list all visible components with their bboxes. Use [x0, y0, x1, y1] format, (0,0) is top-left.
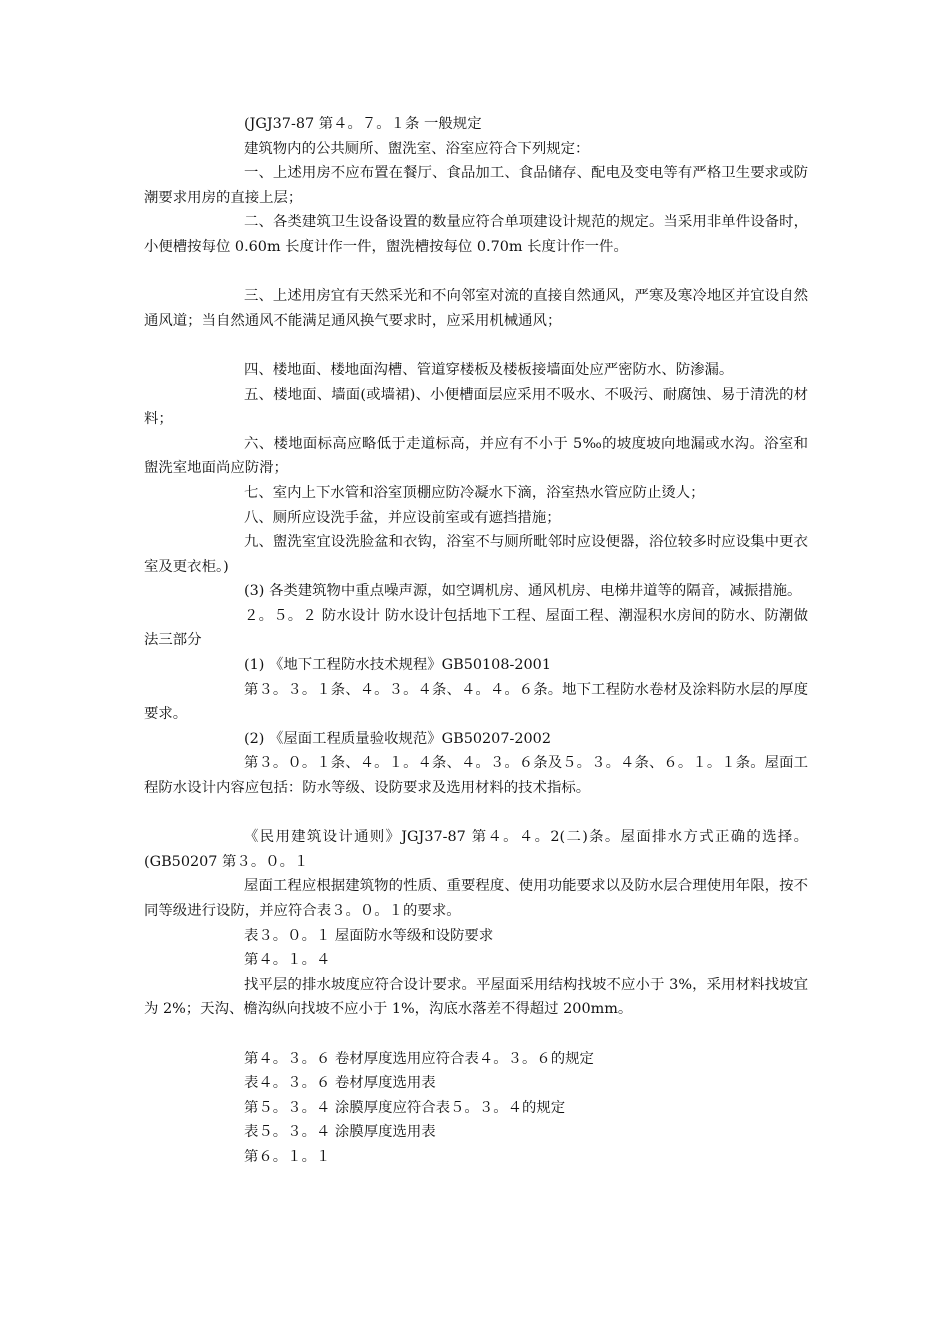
paragraph: 八、厕所应设洗手盆，并应设前室或有遮挡措施； [244, 509, 561, 526]
paragraph: 表５。３。４ 涂膜厚度选用表 [244, 1124, 436, 1141]
paragraph: 屋面工程应根据建筑物的性质、重要程度、使用功能要求以及防水层合理使用年限，按不同等级进行设防，并应符合表３。０。１的要求。 [144, 878, 808, 919]
paragraph: 七、室内上下水管和浴室顶棚应防冷凝水下滴，浴室热水管应防止烫人； [244, 484, 705, 501]
paragraph: (1) 《地下工程防水技术规程》GB50108-2001 [244, 657, 551, 674]
blank-line [144, 801, 808, 826]
blank-line [144, 260, 808, 285]
paragraph: 六、楼地面标高应略低于走道标高，并应有不小于 5‰的坡度坡向地漏或水沟。浴室和盥洗室地面尚应防滑； [144, 435, 808, 477]
paragraph: 《民用建筑设计通则》JGJ37-87 第４。４。2(二)条。屋面排水方式正确的选择。(GB50207 第３。０。１ [144, 829, 808, 870]
paragraph: 五、楼地面、墙面(或墙裙)、小便槽面层应采用不吸水、不吸污、耐腐蚀、易于清洗的材料； [144, 386, 808, 428]
paragraph: 第５。３。４ 涂膜厚度应符合表５。３。４的规定 [244, 1099, 566, 1116]
paragraph: 四、楼地面、楼地面沟槽、管道穿楼板及楼板接墙面处应严密防水、防渗漏。 [244, 361, 734, 378]
paragraph: 表３。０。１ 屋面防水等级和设防要求 [244, 927, 494, 944]
paragraph: (3) 各类建筑物中重点噪声源，如空调机房、通风机房、电梯井道等的隔音，减振措施。 [244, 583, 802, 600]
blank-line [144, 333, 808, 358]
paragraph: 一、上述用房不应布置在餐厅、食品加工、食品储存、配电及变电等有严格卫生要求或防潮要求用房的直接上层； [144, 165, 808, 206]
paragraph: 第６。１。１ [244, 1148, 331, 1165]
paragraph: 九、盥洗室宜设洗脸盆和衣钩，浴室不与厕所毗邻时应设便器，浴位较多时应设集中更衣室及更衣柜。) [144, 534, 808, 575]
paragraph: 第３。０。１条、４。１。４条、４。３。６条及５。３。４条、６。１。１条。屋面工程防水设计内容应包括：防水等级、设防要求及选用材料的技术指标。 [144, 755, 808, 797]
paragraph: 三、上述用房宜有天然采光和不向邻室对流的直接自然通风，严寒及寒冷地区并宜设自然通风道；当自然通风不能满足通风换气要求时，应采用机械通风； [144, 288, 808, 329]
document-page [144, 112, 808, 1170]
paragraph: (JGJ37-87 第４。７。１条 一般规定 [244, 116, 482, 132]
paragraph: (2) 《屋面工程质量验收规范》GB50207-2002 [244, 730, 551, 747]
paragraph: ２。５。２ 防水设计 防水设计包括地下工程、屋面工程、潮湿积水房间的防水、防潮做法三部分 [144, 607, 808, 649]
paragraph: 建筑物内的公共厕所、盥洗室、浴室应符合下列规定： [244, 140, 590, 157]
paragraph: 第４。３。６ 卷材厚度选用应符合表４。３。６的规定 [244, 1050, 594, 1067]
paragraph: 找平层的排水坡度应符合设计要求。平屋面采用结构找坡不应小于 3%，采用材料找坡宜为 2%；天沟、檐沟纵向找坡不应小于 1%，沟底水落差不得超过 200mm。 [144, 976, 808, 1018]
paragraph: 二、各类建筑卫生设备设置的数量应符合单项建设计规范的规定。当采用非单件设备时，小便槽按每位 0.60m 长度计作一件，盥洗槽按每位 0.70m 长度计作一件。 [144, 214, 808, 255]
paragraph: 第４。１。４ [244, 952, 331, 969]
paragraph: 表４。３。６ 卷材厚度选用表 [244, 1075, 436, 1092]
blank-line [144, 1022, 808, 1047]
paragraph: 第３。３。１条、４。３。４条、４。４。６条。地下工程防水卷材及涂料防水层的厚度要求。 [144, 681, 808, 723]
